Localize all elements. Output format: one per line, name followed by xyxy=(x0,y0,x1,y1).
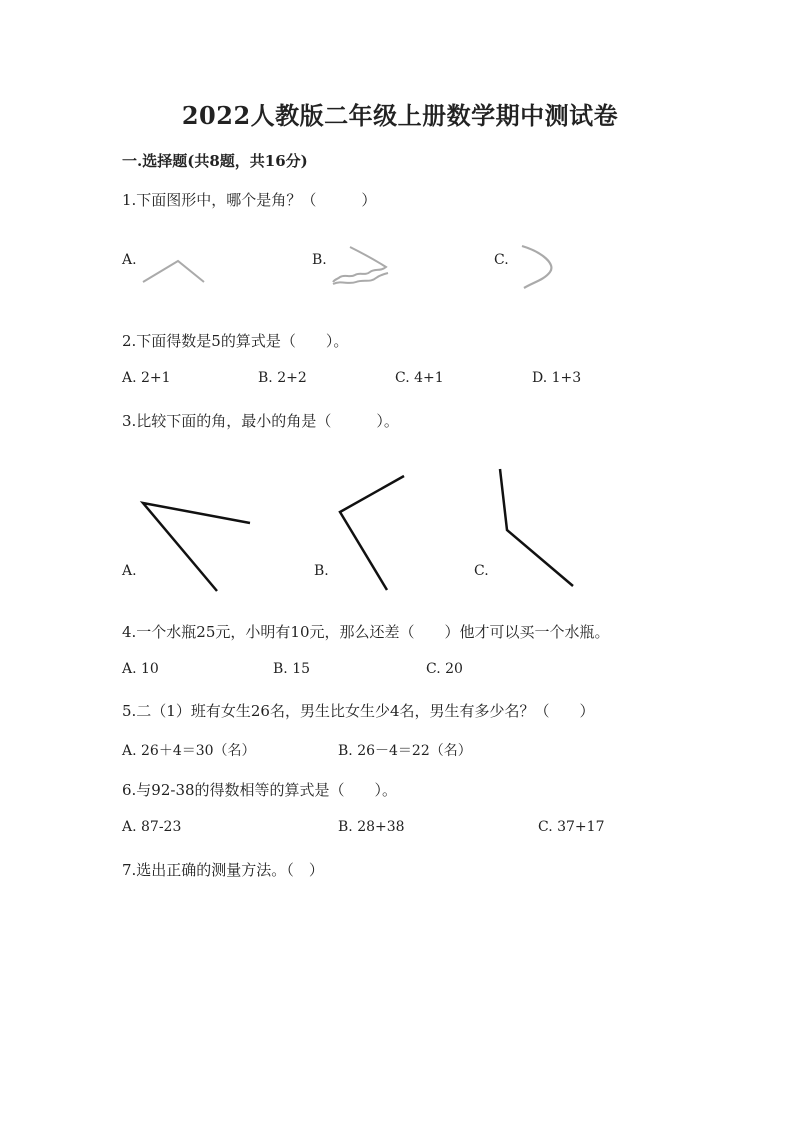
q3-option-b[interactable]: B. xyxy=(314,563,329,579)
q2-option-d[interactable]: D. 1+3 xyxy=(532,370,582,386)
q6-option-a[interactable]: A. 87-23 xyxy=(122,819,182,835)
q4-option-b[interactable]: B. 15 xyxy=(273,661,311,677)
page-title: 2022人教版二年级上册数学期中测试卷 xyxy=(181,101,619,130)
q3-option-a[interactable]: A. xyxy=(122,563,137,579)
question-3: 3.比较下面的角，最小的角是（ ）。 xyxy=(122,412,399,430)
q1-option-c[interactable]: C. xyxy=(494,252,509,268)
right-angle-icon xyxy=(335,472,410,594)
acute-angle-icon xyxy=(140,495,255,595)
question-4: 4.一个水瓶25元，小明有10元，那么还差（ ）他才可以买一个水瓶。 xyxy=(122,623,610,641)
question-1: 1.下面图形中，哪个是角？（ ） xyxy=(122,191,377,209)
q1-option-a[interactable]: A. xyxy=(122,252,137,268)
q2-option-a[interactable]: A. 2+1 xyxy=(122,370,171,386)
q4-option-c[interactable]: C. 20 xyxy=(426,661,463,677)
q5-option-b[interactable]: B. 26－4＝22（名） xyxy=(338,743,472,759)
q2-option-b[interactable]: B. 2+2 xyxy=(258,370,307,386)
q5-option-a[interactable]: A. 26＋4＝30（名） xyxy=(122,743,256,759)
q4-option-a[interactable]: A. 10 xyxy=(122,661,159,677)
section-heading: 一.选择题(共8题，共16分) xyxy=(122,152,308,170)
q2-option-c[interactable]: C. 4+1 xyxy=(395,370,444,386)
q6-option-b[interactable]: B. 28+38 xyxy=(338,819,405,835)
question-5: 5.二（1）班有女生26名，男生比女生少4名，男生有多少名？（ ） xyxy=(122,702,595,720)
wavy-angle-icon xyxy=(330,242,395,292)
question-6: 6.与92-38的得数相等的算式是（ ）。 xyxy=(122,781,398,799)
question-7: 7.选出正确的测量方法。（ ） xyxy=(122,861,324,879)
question-2: 2.下面得数是5的算式是（ ）。 xyxy=(122,332,349,350)
q1-option-b[interactable]: B. xyxy=(312,252,327,268)
obtuse-angle-icon xyxy=(495,466,580,591)
angle-icon xyxy=(140,255,210,285)
q3-option-c[interactable]: C. xyxy=(474,563,489,579)
curved-angle-icon xyxy=(512,242,562,292)
q6-option-c[interactable]: C. 37+17 xyxy=(538,819,605,835)
